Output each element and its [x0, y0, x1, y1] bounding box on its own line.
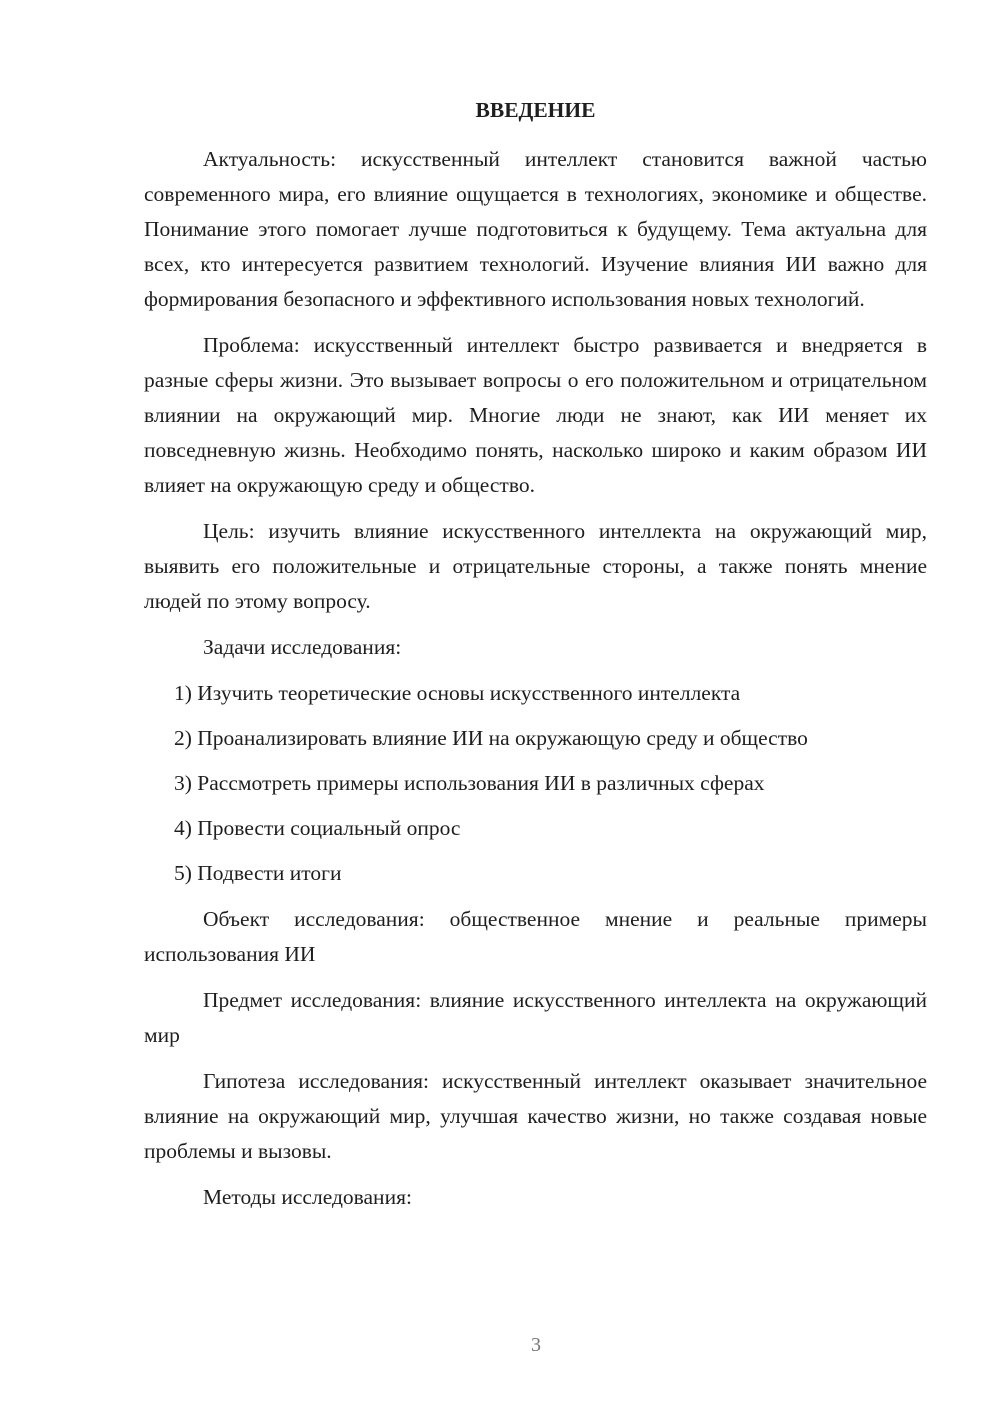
list-item: 3) Рассмотреть примеры использования ИИ в различных сферах	[174, 771, 765, 795]
tasks-heading: Задачи исследования:	[203, 635, 402, 659]
hypothesis-paragraph: Гипотеза исследования: искусственный интеллект оказывает значительное влияние на окружающий мир, улучшая качество жизни, но также создавая новые проблемы и вызовы.	[144, 1069, 927, 1163]
tasks-list	[144, 676, 927, 891]
subject-paragraph: Предмет исследования: влияние искусственного интеллекта на окружающий мир	[144, 988, 927, 1047]
list-item: 4) Провести социальный опрос	[174, 816, 461, 840]
object-paragraph: Объект исследования: общественное мнение и реальные примеры использования ИИ	[144, 907, 927, 966]
methods-heading: Методы исследования:	[203, 1185, 412, 1209]
problem-paragraph: Проблема: искусственный интеллект быстро развивается и внедряется в разные сферы жизни. Это вызывает вопросы о его положительном и отрицательном влиянии на окружающий мир. Многие люди не знают, как ИИ меняет их повседневную жизнь. Необходимо понять, насколько широко и каким образом ИИ влияет на окружающую среду и общество.	[144, 333, 927, 497]
document-body	[144, 96, 927, 1215]
page-number: 3	[531, 1334, 541, 1356]
relevance-paragraph: Актуальность: искусственный интеллект становится важной частью современного мира, его влияние ощущается в технологиях, экономике и обществе. Понимание этого помогает лучше подготовиться к будущему. Тема актуальна для всех, кто интересуется развитием технологий. Изучение влияния ИИ важно для формирования безопасного и эффективного использования новых технологий.	[144, 147, 927, 311]
list-item: 2) Проанализировать влияние ИИ на окружающую среду и общество	[174, 726, 808, 750]
goal-paragraph: Цель: изучить влияние искусственного интеллекта на окружающий мир, выявить его положительные и отрицательные стороны, а также понять мнение людей по этому вопросу.	[144, 519, 927, 613]
list-item: 1) Изучить теоретические основы искусственного интеллекта	[174, 681, 741, 705]
list-item: 5) Подвести итоги	[174, 861, 342, 885]
section-title: ВВЕДЕНИЕ	[475, 98, 596, 122]
